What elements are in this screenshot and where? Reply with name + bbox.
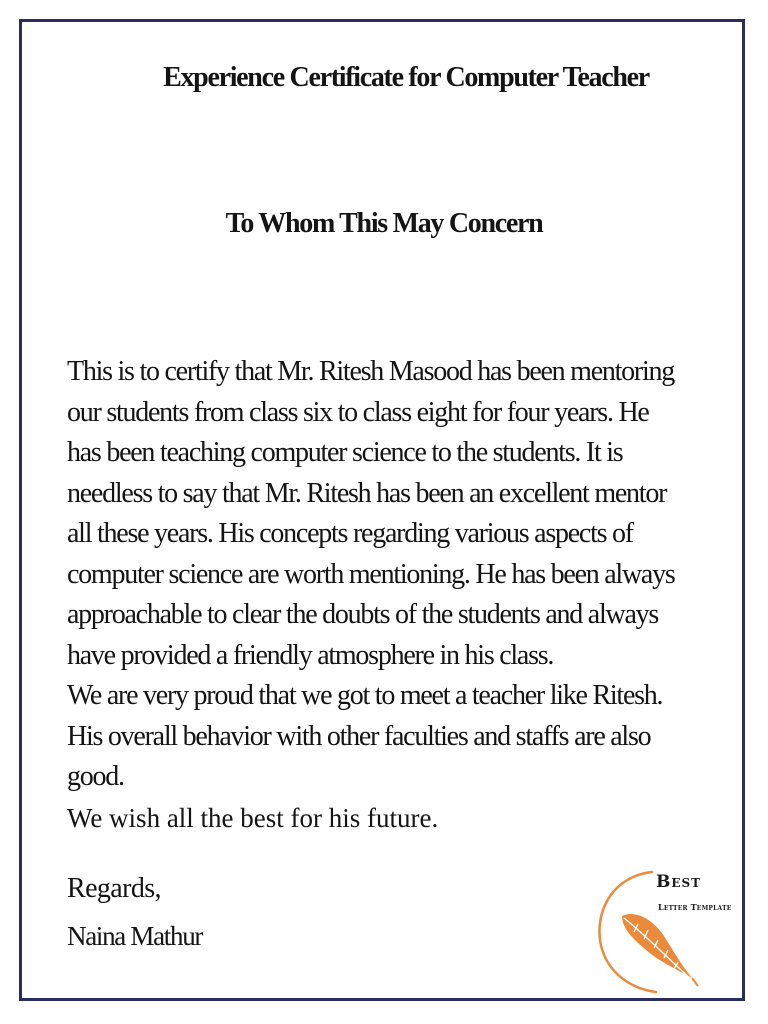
body-line: have provided a friendly atmosphere in his class. bbox=[67, 639, 554, 671]
body-line-wish: We wish all the best for his future. bbox=[67, 802, 439, 833]
logo-tagline: Letter Template bbox=[658, 902, 732, 912]
best-letter-template-logo bbox=[594, 866, 740, 996]
body-line: has been teaching computer science to the students. It is bbox=[67, 437, 623, 468]
body-line: all these years. His concepts regarding various aspects of bbox=[67, 518, 633, 549]
logo-brand: Best bbox=[656, 872, 702, 892]
body-line: His overall behavior with other faculties and staffs are also bbox=[67, 720, 651, 752]
certificate-body bbox=[67, 352, 737, 838]
salutation: To Whom This May Concern bbox=[225, 208, 543, 239]
body-line: our students from class six to class eight for four years. He bbox=[67, 396, 649, 428]
body-line: computer science are worth mentioning. He has been always bbox=[67, 558, 675, 590]
body-line: approachable to clear the doubts of the students and always bbox=[67, 599, 659, 630]
body-line: needless to say that Mr. Ritesh has been an excellent mentor bbox=[67, 477, 667, 509]
certificate-title: Experience Certificate for Computer Teacher bbox=[163, 62, 649, 93]
signer-name: Naina Mathur bbox=[67, 921, 203, 951]
body-line: good. bbox=[67, 761, 124, 792]
body-line: This is to certify that Mr. Ritesh Masood has been mentoring bbox=[67, 356, 675, 387]
body-line: We are very proud that we got to meet a teacher like Ritesh. bbox=[67, 680, 663, 711]
closing: Regards, bbox=[67, 873, 161, 904]
